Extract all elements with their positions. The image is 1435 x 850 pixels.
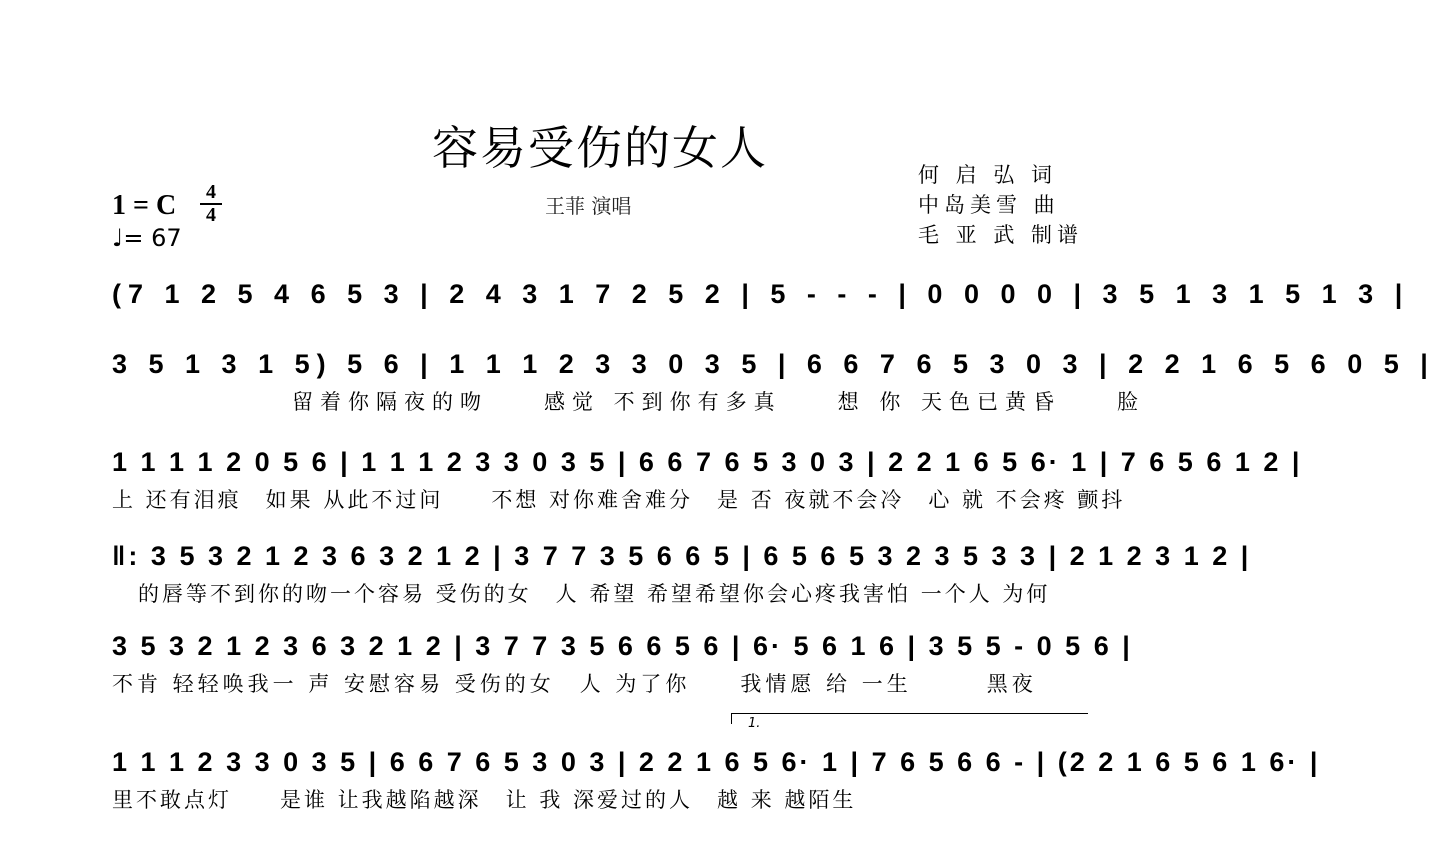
score-row-6 — [112, 740, 1321, 814]
lyric-line: 上 还有泪痕 如果 从此不过问 不想 对你难舍难分 是 否 夜就不会冷 心 就 不会疼 颤抖 — [112, 488, 1126, 512]
lyricist-credit: 何 启 弘 词 — [918, 163, 1058, 187]
time-signature-top: 4 — [206, 181, 216, 203]
lyric-line: 里不敢点灯 是谁 让我越陷越深 让 我 深爱过的人 越 来 越陌生 — [112, 788, 857, 812]
lyric-line: 不肯 轻轻唤我一 声 安慰容易 受伤的女 人 为了你 我情愿 给 一生 黑夜 — [112, 672, 1037, 696]
volta-label: 1. — [748, 716, 761, 731]
notation-line: 1 1 1 1 2 0 5 6 | 1 1 1 2 3 3 0 3 5 | 6 6 7 6 5 3 0 3 | 2 2 1 6 5 6· 1 | 7 6 5 6 1 2 | — [112, 447, 1303, 477]
singer-credit: 王菲 演唱 — [545, 194, 632, 218]
time-signature-bottom: 4 — [206, 204, 216, 226]
tempo-marking — [112, 224, 182, 252]
composer-credit: 中岛美雪 曲 — [918, 193, 1060, 217]
first-ending-bracket — [731, 713, 1088, 731]
notation-line: 1 1 1 2 3 3 0 3 5 | 6 6 7 6 5 3 0 3 | 2 2 1 6 5 6· 1 | 7 6 5 6 6 - | (2 2 1 6 5 6 1 6· | — [112, 747, 1321, 777]
lyric-line: 的唇等不到你的吻一个容易 受伤的女 人 希望 希望希望你会心疼我害怕 一个人 为何 — [138, 582, 1051, 606]
notation-line: (7 1 2 5 4 6 5 3 | 2 4 3 1 7 2 5 2 | 5 - - - | 0 0 0 0 | 3 5 1 3 1 5 1 3 | — [112, 279, 1410, 309]
score-row-4 — [112, 534, 1252, 608]
key-signature: 1 = C — [112, 190, 177, 221]
notation-line: 3 5 3 2 1 2 3 6 3 2 1 2 | 3 7 7 3 5 6 6 5 6 | 6· 5 6 1 6 | 3 5 5 - 0 5 6 | — [112, 631, 1133, 661]
time-signature — [200, 183, 222, 225]
lyric-line: 留着你隔夜的吻 感觉 不到你有多真 想 你 天色已黄昏 脸 — [292, 390, 1146, 414]
tempo-value: = 67 — [123, 224, 182, 252]
notation-line: 3 5 1 3 1 5) 5 6 | 1 1 1 2 3 3 0 3 5 | 6 6 7 6 5 3 0 3 | 2 2 1 6 5 6 0 5 | — [112, 349, 1435, 379]
score-row-5 — [112, 624, 1133, 698]
score-row-1 — [112, 272, 1410, 316]
notation-line: ‖: 3 5 3 2 1 2 3 6 3 2 1 2 | 3 7 7 3 5 6 6 5 | 6 5 6 5 3 2 3 5 3 3 | 2 1 2 3 1 2 | — [112, 541, 1252, 571]
author-credits — [918, 160, 1083, 250]
quarter-note-icon: ♩ — [112, 224, 124, 252]
page-title: 容易受伤的女人 — [432, 121, 768, 175]
score-row-2 — [112, 342, 1435, 416]
score-row-3 — [112, 440, 1303, 514]
arranger-credit: 毛 亚 武 制谱 — [918, 223, 1084, 247]
